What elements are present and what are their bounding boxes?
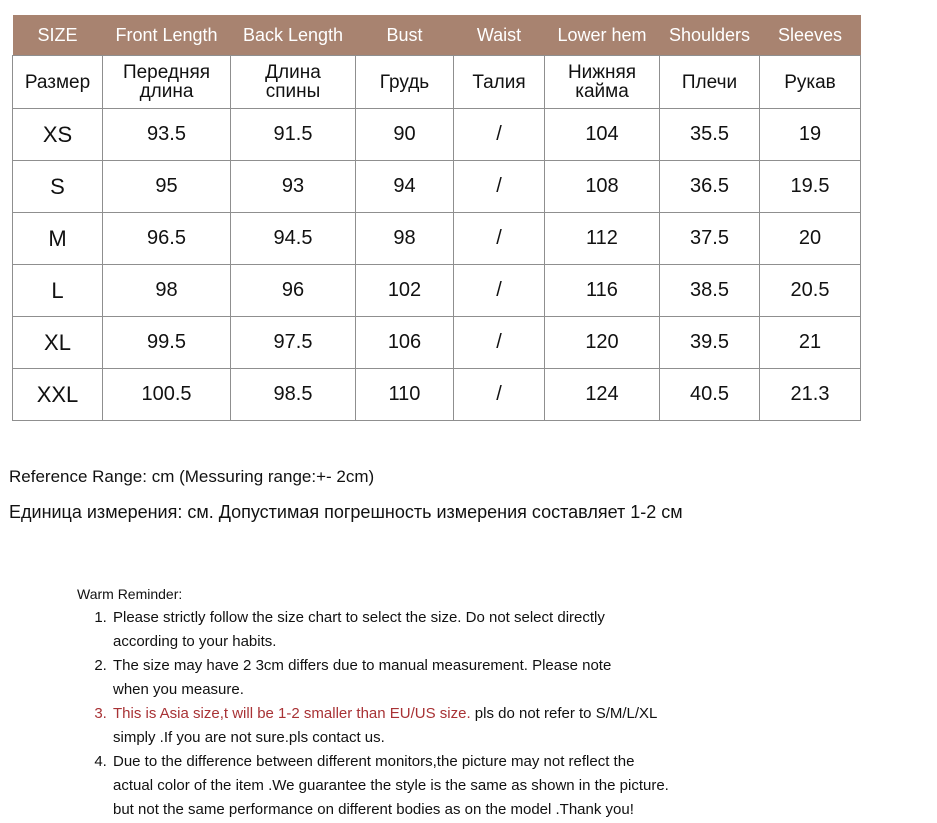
measurement-cell: / [454, 109, 545, 161]
reminder-line: but not the same performance on different bodies as on the model .Thank you! [113, 801, 634, 818]
reminder-item [111, 702, 669, 750]
header-ru-text: Плечи [681, 71, 738, 93]
header-ru-cell [103, 56, 231, 109]
header-size: SIZE [13, 15, 103, 56]
reminder-line: simply .If you are not sure.pls contact us. [113, 729, 385, 746]
header-waist: Waist [454, 15, 545, 56]
measurement-cell: / [454, 161, 545, 213]
header-back-length: Back Length [231, 15, 356, 56]
measurement-cell: 20 [760, 213, 861, 265]
reminder-item [111, 606, 669, 654]
reference-range-note: Reference Range: cm (Messuring range:+- 2cm) [9, 467, 375, 486]
reminder-item [111, 654, 669, 702]
measurement-cell: 102 [356, 265, 454, 317]
measurement-cell: 98.5 [231, 369, 356, 421]
measurement-cell: 39.5 [660, 317, 760, 369]
header-front-length: Front Length [103, 15, 231, 56]
header-ru-text: Грудь [379, 71, 430, 93]
measurement-cell: 112 [545, 213, 660, 265]
measurement-cell: 110 [356, 369, 454, 421]
measurement-cell: 108 [545, 161, 660, 213]
measurement-cell: 93 [231, 161, 356, 213]
measurement-cell: / [454, 369, 545, 421]
reminder-line: when you measure. [113, 681, 244, 698]
header-lower-hem: Lower hem [545, 15, 660, 56]
header-bust: Bust [356, 15, 454, 56]
table-row [13, 213, 861, 265]
measurement-cell: 37.5 [660, 213, 760, 265]
size-label-cell: XXL [13, 369, 103, 421]
measurement-cell: 120 [545, 317, 660, 369]
measurement-cell: 93.5 [103, 109, 231, 161]
size-label-cell: XS [13, 109, 103, 161]
reminder-line: actual color of the item .We guarantee the style is the same as shown in the picture. [113, 777, 669, 794]
header-ru-cell [760, 56, 861, 109]
size-chart-body [13, 56, 861, 421]
header-ru-text: Нижняя [567, 62, 637, 83]
reminder-line: 4. Due to the difference between different monitors,the picture may not reflect the [113, 753, 635, 770]
measurement-cell: 96 [231, 265, 356, 317]
measurement-cell: 35.5 [660, 109, 760, 161]
measurement-cell: 104 [545, 109, 660, 161]
reminder-item [111, 750, 669, 822]
reminder-line: 1. Please strictly follow the size chart to select the size. Do not select directly [113, 609, 605, 626]
reminder-warning-text: This is Asia size,t will be 1-2 smaller than EU/US size. [113, 705, 471, 722]
measurement-cell: 98 [356, 213, 454, 265]
reminder-line: according to your habits. [113, 633, 277, 650]
header-ru-text: Длина [265, 62, 321, 83]
measurement-cell: 95 [103, 161, 231, 213]
measurement-cell: 38.5 [660, 265, 760, 317]
table-row [13, 317, 861, 369]
header-ru-text: спины [265, 81, 321, 102]
measurement-cell: 94.5 [231, 213, 356, 265]
reminder-line: 2. The size may have 2 3cm differs due to manual measurement. Please note [113, 657, 612, 674]
measurement-cell: 36.5 [660, 161, 760, 213]
warm-reminder [77, 582, 669, 822]
measurement-cell: 124 [545, 369, 660, 421]
header-ru-cell [660, 56, 760, 109]
header-row-ru [13, 56, 861, 109]
header-ru-text: Талия [472, 71, 526, 93]
measurement-cell: 96.5 [103, 213, 231, 265]
header-shoulders: Shoulders [660, 15, 760, 56]
size-chart-table [12, 15, 861, 421]
header-ru-cell [13, 56, 103, 109]
reminder-list [77, 606, 669, 822]
header-ru-cell [231, 56, 356, 109]
table-row [13, 265, 861, 317]
measurement-cell: / [454, 265, 545, 317]
measurement-cell: / [454, 317, 545, 369]
reminder-title: Warm Reminder: [77, 586, 183, 602]
size-label-cell: M [13, 213, 103, 265]
table-row [13, 109, 861, 161]
measurement-cell: 91.5 [231, 109, 356, 161]
size-label-cell: L [13, 265, 103, 317]
measurement-cell: 90 [356, 109, 454, 161]
header-ru-text: Передняя [122, 62, 211, 83]
size-label-cell: S [13, 161, 103, 213]
measurement-cell: 94 [356, 161, 454, 213]
header-row-en [13, 15, 861, 56]
reminder-line [113, 702, 669, 726]
table-row [13, 369, 861, 421]
reference-range-note-ru: Единица измерения: см. Допустимая погрешность измерения составляет 1-2 см [9, 502, 683, 522]
header-ru-cell [454, 56, 545, 109]
measurement-cell: 116 [545, 265, 660, 317]
measurement-cell: 19 [760, 109, 861, 161]
header-ru-text: длина [139, 81, 194, 102]
size-label-cell: XL [13, 317, 103, 369]
header-ru-text: Размер [24, 71, 91, 93]
measurement-cell: 21 [760, 317, 861, 369]
header-ru-text: Рукав [784, 71, 836, 93]
measurement-cell: 97.5 [231, 317, 356, 369]
table-row [13, 161, 861, 213]
reminder-text: pls do not refer to S/M/L/XL [470, 705, 658, 722]
header-ru-cell [356, 56, 454, 109]
measurement-cell: 40.5 [660, 369, 760, 421]
measurement-cell: 99.5 [103, 317, 231, 369]
measurement-cell: 98 [103, 265, 231, 317]
header-ru-cell [545, 56, 660, 109]
measurement-cell: 100.5 [103, 369, 231, 421]
measurement-cell: 21.3 [760, 369, 861, 421]
header-sleeves: Sleeves [760, 15, 861, 56]
measurement-cell: 106 [356, 317, 454, 369]
header-ru-text: кайма [575, 81, 629, 102]
measurement-cell: 19.5 [760, 161, 861, 213]
measurement-cell: 20.5 [760, 265, 861, 317]
measurement-cell: / [454, 213, 545, 265]
